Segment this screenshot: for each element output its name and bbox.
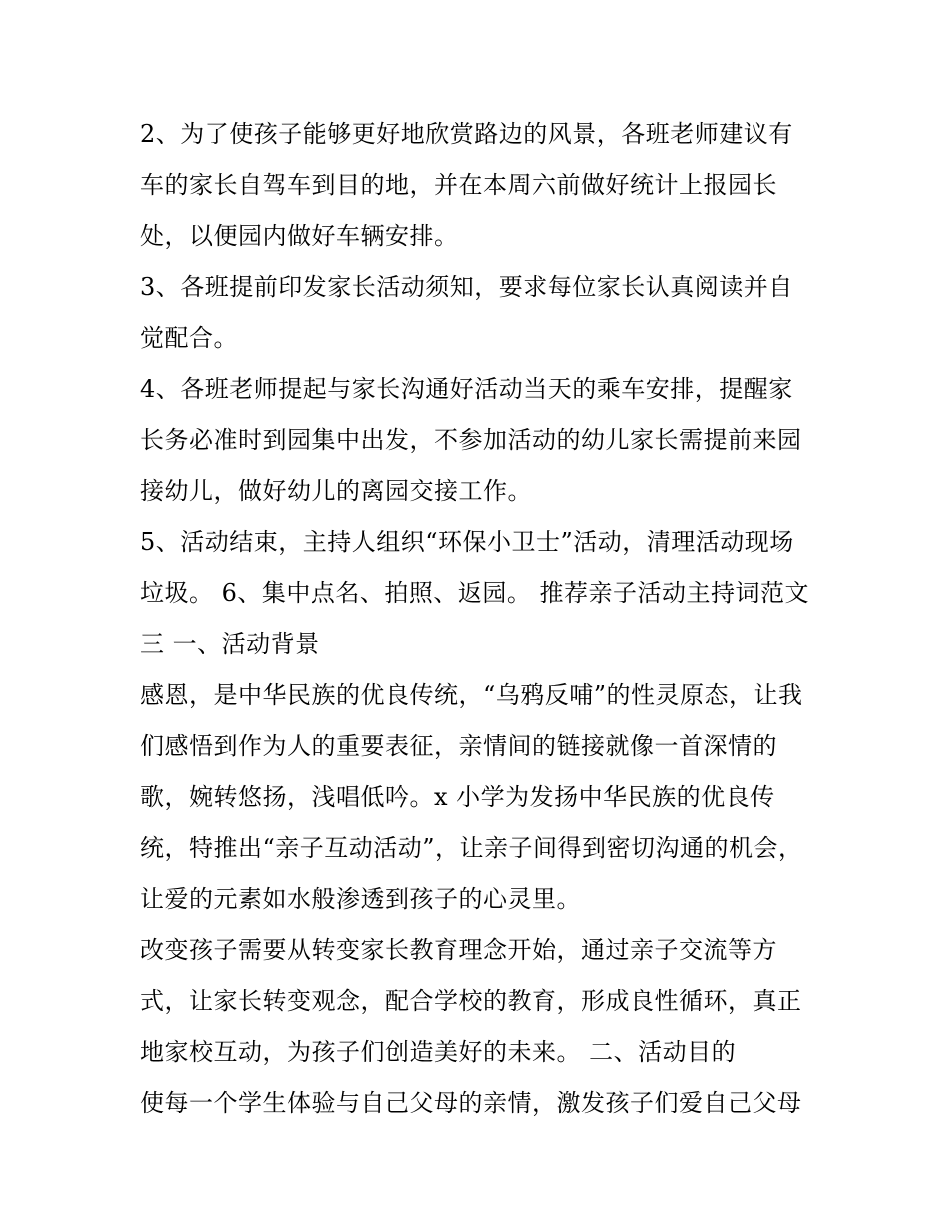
text-line: 地家校互动，为孩子们创造美好的未来。 二、活动目的 bbox=[140, 1038, 737, 1066]
text-line: 感恩，是中华民族的优良传统，“乌鸦反哺”的性灵原态，让我 bbox=[140, 681, 803, 709]
text-line: 4、各班老师提起与家长沟通好活动当天的乘车安排，提醒家 bbox=[140, 375, 793, 403]
text-line: 统，特推出“亲子互动活动”，让亲子间得到密切沟通的机会， bbox=[140, 834, 803, 862]
section-heading-line: 三 一、活动背景 bbox=[140, 630, 320, 658]
text-line: 垃圾。 6、集中点名、拍照、返园。 推荐亲子活动主持词范文 bbox=[140, 579, 810, 607]
text-line: 式，让家长转变观念，配合学校的教育，形成良性循环，真正 bbox=[140, 987, 802, 1015]
text-line: 歌，婉转悠扬，浅唱低吟。x 小学为发扬中华民族的优良传 bbox=[140, 783, 775, 811]
text-line: 让爱的元素如水般渗透到孩子的心灵里。 bbox=[140, 885, 581, 913]
text-line: 们感悟到作为人的重要表征，亲情间的链接就像一首深情的 bbox=[140, 732, 777, 760]
text-line: 5、活动结束，主持人组织“环保小卫士”活动，清理活动现场 bbox=[140, 528, 794, 556]
text-line: 使每一个学生体验与自己父母的亲情，激发孩子们爱自己父母 bbox=[140, 1089, 802, 1117]
text-line: 接幼儿，做好幼儿的离园交接工作。 bbox=[140, 477, 532, 505]
text-line: 改变孩子需要从转变家长教育理念开始，通过亲子交流等方 bbox=[140, 936, 777, 964]
text-line: 处，以便园内做好车辆安排。 bbox=[140, 222, 459, 250]
text-line: 3、各班提前印发家长活动须知，要求每位家长认真阅读并自 bbox=[140, 273, 793, 301]
text-line: 2、为了使孩子能够更好地欣赏路边的风景，各班老师建议有 bbox=[140, 120, 793, 148]
text-line: 车的家长自驾车到目的地，并在本周六前做好统计上报园长 bbox=[140, 171, 777, 199]
text-line: 长务必准时到园集中出发，不参加活动的幼儿家长需提前来园 bbox=[140, 426, 802, 454]
document-body bbox=[140, 109, 830, 1129]
text-line: 觉配合。 bbox=[140, 324, 238, 352]
